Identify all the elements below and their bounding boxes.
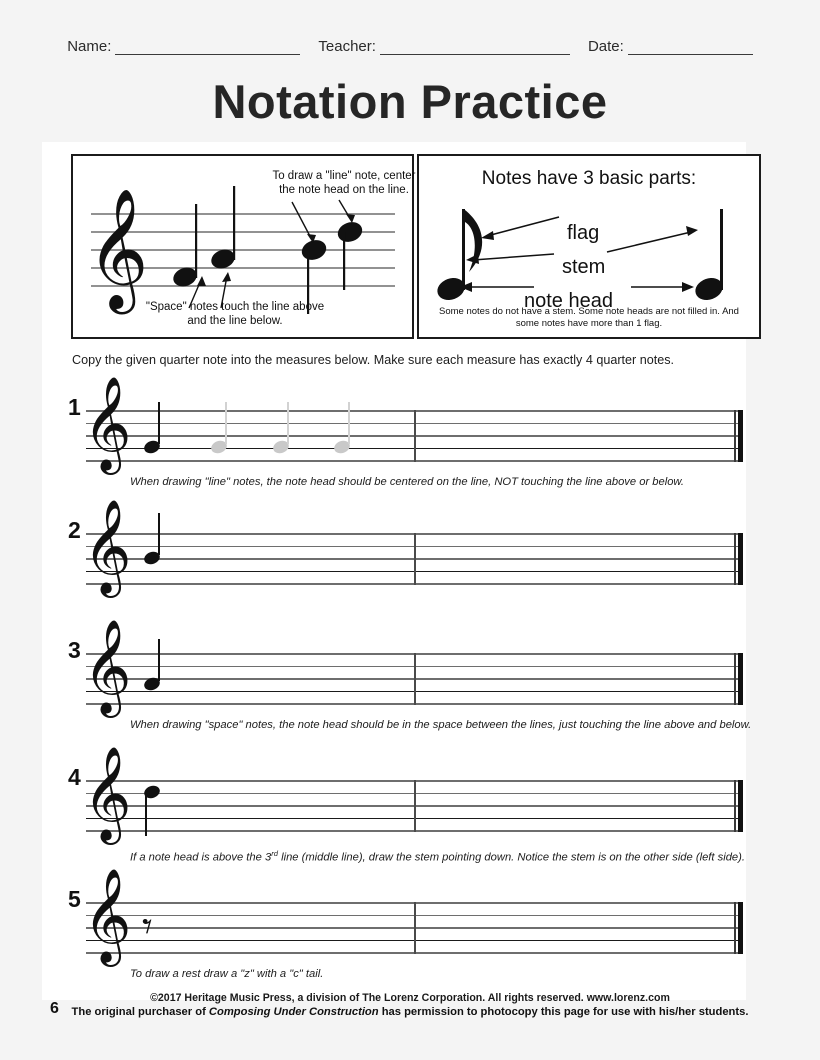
name-label: Name: (67, 38, 112, 55)
line-space-notes-box (71, 154, 414, 339)
staff-4[interactable] (83, 746, 743, 841)
info-boxes (71, 154, 761, 341)
permission-pre: The original purchaser of (71, 1006, 209, 1018)
permission-line (60, 1006, 760, 1018)
system-caption-5: To draw a rest draw a "z" with a "c" tail. (130, 968, 324, 980)
barline (414, 410, 416, 462)
svg-text:𝄞: 𝄞 (87, 187, 149, 309)
treble-clef-icon: 𝄞 (83, 376, 132, 471)
system-number-4: 4 (68, 764, 81, 790)
note-parts-title: Notes have 3 basic parts: (481, 168, 697, 189)
student-info-row (0, 38, 820, 55)
barline (414, 533, 416, 585)
final-barline-thin (734, 653, 736, 705)
note-head-label: note head (524, 290, 613, 312)
permission-post: has permission to photocopy this page for use with his/her students. (378, 1006, 749, 1018)
note-parts-footnote: Some notes do not have a stem. Some note heads are not filled in. And some notes have more than 1 flag. (439, 306, 739, 330)
treble-clef-icon: 𝄞 (83, 746, 132, 841)
stem-label: stem (562, 256, 606, 278)
staff-2[interactable] (83, 499, 743, 594)
date-label: Date: (587, 38, 624, 55)
note-parts-box (417, 154, 761, 339)
teacher-input-line[interactable] (380, 41, 570, 55)
staff-5[interactable] (83, 868, 743, 963)
staff-3[interactable] (83, 619, 743, 714)
copyright-line: ©2017 Heritage Music Press, a division of The Lorenz Corporation. All rights reserved. www.lorenz.com (150, 992, 670, 1004)
staff-1[interactable] (83, 376, 743, 471)
name-input-line[interactable] (115, 41, 300, 55)
barline (414, 780, 416, 832)
date-input-line[interactable] (628, 41, 753, 55)
barline (414, 902, 416, 954)
space-note-callout: "Space" notes touch the line above and the line below. (145, 301, 325, 328)
system-number-5: 5 (68, 886, 81, 912)
treble-clef-icon: 𝄞 (83, 868, 132, 963)
barline (414, 653, 416, 705)
final-barline-thick (738, 780, 743, 832)
caption-pre: If a note head is above the 3 (130, 851, 272, 864)
final-barline-thin (734, 533, 736, 585)
page-number: 6 (50, 1000, 59, 1017)
name-field-group (67, 38, 300, 55)
book-title: Composing Under Construction (208, 1006, 379, 1018)
final-barline-thick (738, 533, 743, 585)
final-barline-thin (734, 410, 736, 462)
date-field-group (588, 38, 753, 55)
quarter-rest-icon: 𝄾 (142, 904, 153, 950)
final-barline-thick (738, 653, 743, 705)
system-number-3: 3 (68, 637, 81, 663)
caption-superscript: rd (271, 849, 278, 858)
final-barline-thin (734, 780, 736, 832)
teacher-label: Teacher: (318, 38, 376, 55)
page-title: Notation Practice (212, 75, 608, 128)
system-caption-4 (130, 849, 745, 864)
flag-label: flag (567, 222, 600, 244)
system-number-2: 2 (68, 517, 81, 543)
worksheet-panel (42, 142, 752, 1000)
teacher-field-group (318, 38, 570, 55)
footer-text (60, 992, 760, 1018)
treble-clef-icon: 𝄞 (83, 619, 132, 714)
final-barline-thin (734, 902, 736, 954)
final-barline-thick (738, 410, 743, 462)
system-number-1: 1 (68, 394, 81, 420)
main-instruction: Copy the given quarter note into the measures below. Make sure each measure has exactly 4 quarter notes. (72, 353, 675, 367)
final-barline-thick (738, 902, 743, 954)
line-note-callout: To draw a "line" note, center the note head on the line. (272, 170, 416, 197)
caption-post: line (middle line), draw the stem pointing down. Notice the stem is on the other side (left side). (277, 851, 745, 864)
system-caption-3: When drawing "space" notes, the note head should be in the space between the lines, just touching the line above and below. (130, 719, 752, 731)
treble-clef-icon: 𝄞 (83, 499, 132, 594)
system-caption-1: When drawing "line" notes, the note head should be centered on the line, NOT touching the line above or below. (130, 476, 685, 488)
